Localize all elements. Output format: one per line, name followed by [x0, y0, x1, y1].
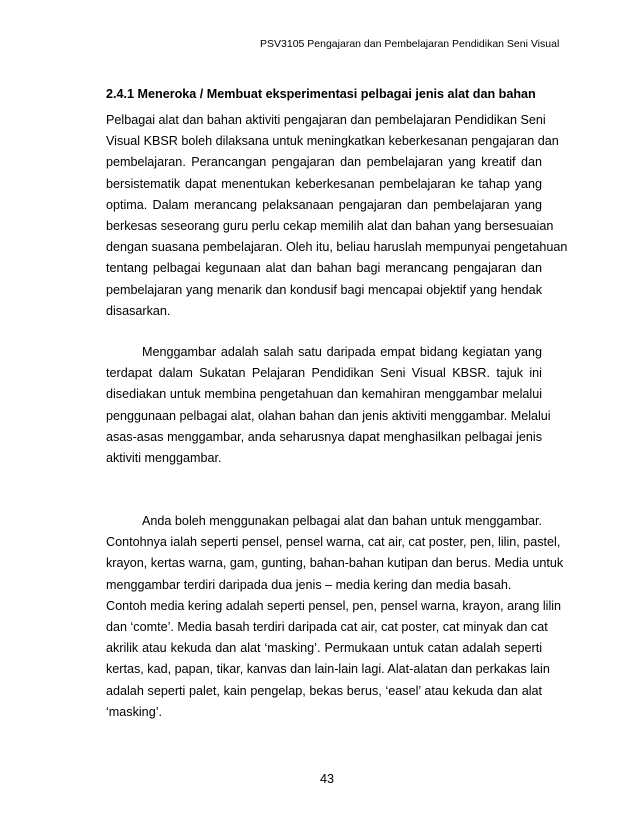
running-header: PSV3105 Pengajaran dan Pembelajaran Pendidikan Seni Visual [260, 38, 560, 50]
section-heading: 2.4.1 Meneroka / Membuat eksperimentasi pelbagai jenis alat dan bahan [106, 87, 536, 101]
page-number: 43 [319, 772, 334, 786]
paragraph-line: asas-asas menggambar, anda seharusnya dapat menghasilkan pelbagai jenis [106, 429, 542, 444]
paragraph-3 [106, 511, 564, 723]
paragraph-line: optima. Dalam merancang pelaksanaan pengajaran dan pembelajaran yang [106, 197, 542, 212]
paragraph-line: disediakan untuk membina pengetahuan dan kemahiran menggambar melalui [106, 387, 542, 402]
paragraph-line: pembelajaran. Perancangan pengajaran dan pembelajaran yang kreatif dan [106, 155, 542, 170]
paragraph-line: dan ‘comte’. Media basah terdiri daripada cat air, cat poster, cat minyak dan cat [106, 619, 548, 634]
paragraph-line: kertas, kad, papan, tikar, kanvas dan lain-lain lagi. Alat-alatan dan perkakas lain [106, 662, 550, 677]
paragraph-line: krayon, kertas warna, gam, gunting, bahan-bahan kutipan dan berus. Media untuk [106, 556, 564, 571]
paragraph-line: bersistematik dapat menentukan keberkesanan pembelajaran ke tahap yang [106, 176, 542, 191]
paragraph-line: dengan suasana pembelajaran. Oleh itu, beliau haruslah mempunyai pengetahuan [106, 240, 568, 255]
paragraph-line: disasarkan. [106, 303, 171, 318]
paragraph-line: Contohnya ialah seperti pensel, pensel warna, cat air, cat poster, pen, lilin, pastel, [106, 535, 561, 550]
paragraph-line: Contoh media kering adalah seperti pensel, pen, pensel warna, krayon, arang lilin [106, 598, 562, 613]
paragraph-line: aktiviti menggambar. [106, 450, 222, 465]
paragraph-line: berkesas seseorang guru perlu cekap memilih alat dan bahan yang bersesuaian [106, 218, 554, 233]
paragraph-line: ‘masking’. [106, 704, 162, 719]
paragraph-2 [106, 342, 551, 469]
paragraph-line: adalah seperti palet, kain pengelap, bekas berus, ‘easel’ atau kekuda dan alat [106, 683, 542, 698]
paragraph-line: tentang pelbagai kegunaan alat dan bahan bagi merancang pengajaran dan [106, 261, 542, 276]
paragraph-line: Visual KBSR boleh dilaksana untuk meningkatkan keberkesanan pengajaran dan [106, 134, 559, 149]
paragraph-line: akrilik atau kekuda dan alat ‘masking’. Permukaan untuk catan adalah seperti [106, 641, 542, 656]
paragraph-line: menggambar terdiri daripada dua jenis – media kering dan media basah. [106, 577, 512, 592]
paragraph-line: Pelbagai alat dan bahan aktiviti pengajaran dan pembelajaran Pendidikan Seni [106, 113, 546, 127]
paragraph-line: terdapat dalam Sukatan Pelajaran Pendidikan Seni Visual KBSR. tajuk ini [106, 366, 542, 381]
paragraph-line: Menggambar adalah salah satu daripada empat bidang kegiatan yang [142, 345, 542, 359]
paragraph-line: pembelajaran yang menarik dan kondusif bagi mencapai objektif yang hendak [106, 282, 542, 297]
paragraph-line: Anda boleh menggunakan pelbagai alat dan bahan untuk menggambar. [142, 514, 542, 528]
paragraph-line: penggunaan pelbagai alat, olahan bahan dan jenis aktiviti menggambar. Melalui [106, 408, 551, 423]
paragraph-1 [106, 110, 568, 322]
